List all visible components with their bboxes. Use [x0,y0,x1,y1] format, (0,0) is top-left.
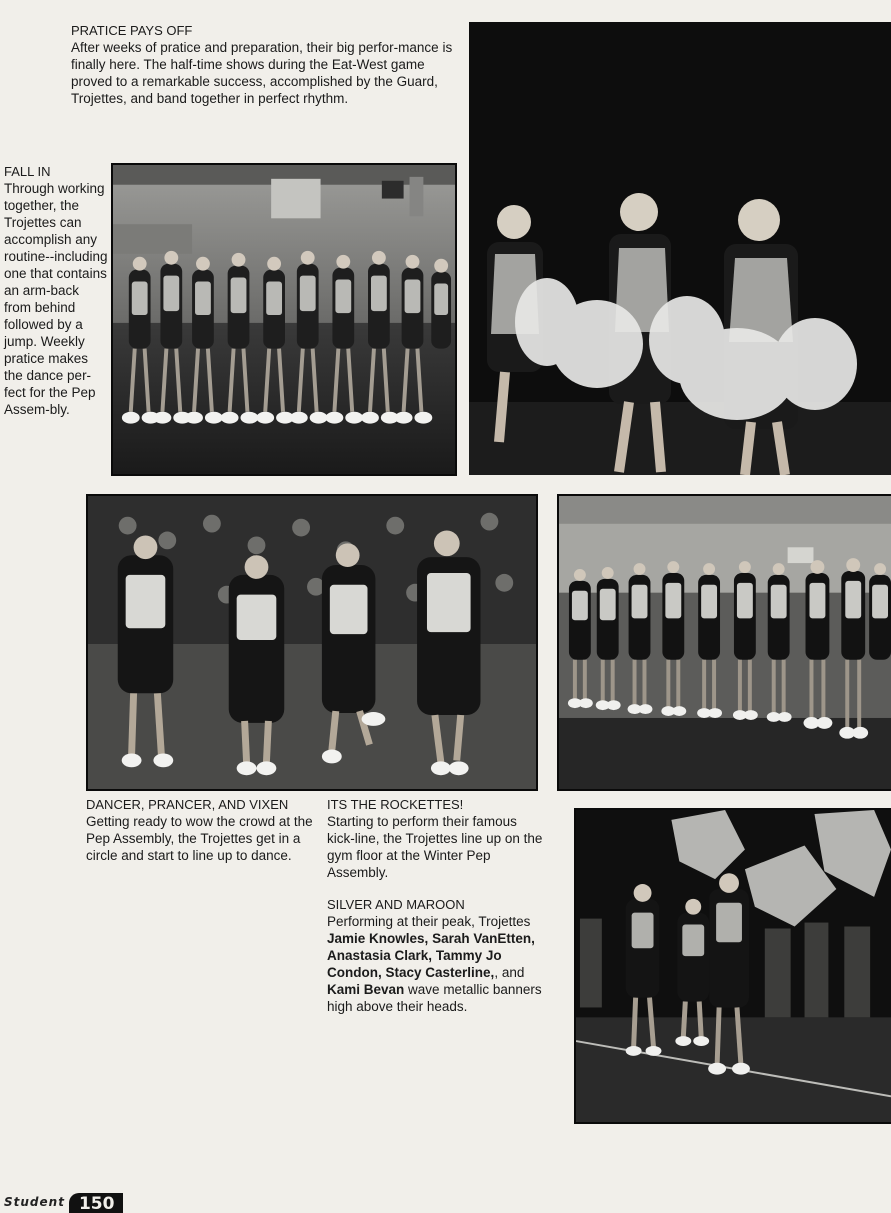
caption-intro: Performing at their peak, Trojettes [327,914,531,929]
caption-body: After weeks of pratice and preparation, their big perfor-mance is finally here. The half-time shows during the Eat-West game proved to a remarkable success, accomplished by the Guard, Trojettes, and band together in perfect rhythm. [71,40,453,106]
photo-silver-banners [574,808,891,1124]
trojette-name: Tammy Jo Condon, [327,948,502,980]
photo-dancer-circle [86,494,538,791]
caption-body: Through working together, the Trojettes can accomplish any routine--including one that contains an arm-back from behind followed by a jump. Weekly pratice makes the dance per-fect for the Pep Assem-bly. [4,181,108,417]
trojette-name: Jamie Knowles, [327,931,429,946]
caption-outro: wave metallic banners high above their heads. [327,982,542,1014]
caption-heading: PRATICE PAYS OFF [71,23,193,38]
caption-body: Getting ready to wow the crowd at the Pep Assembly, the Trojettes get in a circle and start to line up to dance. [86,814,313,863]
caption-heading: DANCER, PRANCER, AND VIXEN [86,797,289,812]
caption-and: , and [494,965,525,980]
caption-heading: SILVER AND MAROON [327,897,465,912]
page-number: 150 [69,1193,123,1213]
caption-pratice-pays-off [71,22,461,107]
photo-pom-pom-dancers [469,22,891,475]
caption-silver-and-maroon [327,896,545,1015]
trojette-name: Sarah VanEtten, [432,931,535,946]
photo-gym-lineup [111,163,457,476]
caption-body: Starting to perform their famous kick-line, the Trojettes line up on the gym floor at the Winter Pep Assembly. [327,814,543,880]
trojette-name: Anastasia Clark, [327,948,433,963]
caption-fall-in [4,163,108,418]
photo-rockettes-lineup [557,494,891,791]
trojette-name: Stacy Casterline, [385,965,495,980]
page-footer [0,1191,123,1213]
footer-section-label: Student [4,1195,65,1209]
caption-dancer-prancer-vixen [86,796,316,864]
trojette-name: Kami Bevan [327,982,405,997]
caption-heading: ITS THE ROCKETTES! [327,797,464,812]
caption-its-the-rockettes [327,796,545,881]
caption-heading: FALL IN [4,164,51,179]
